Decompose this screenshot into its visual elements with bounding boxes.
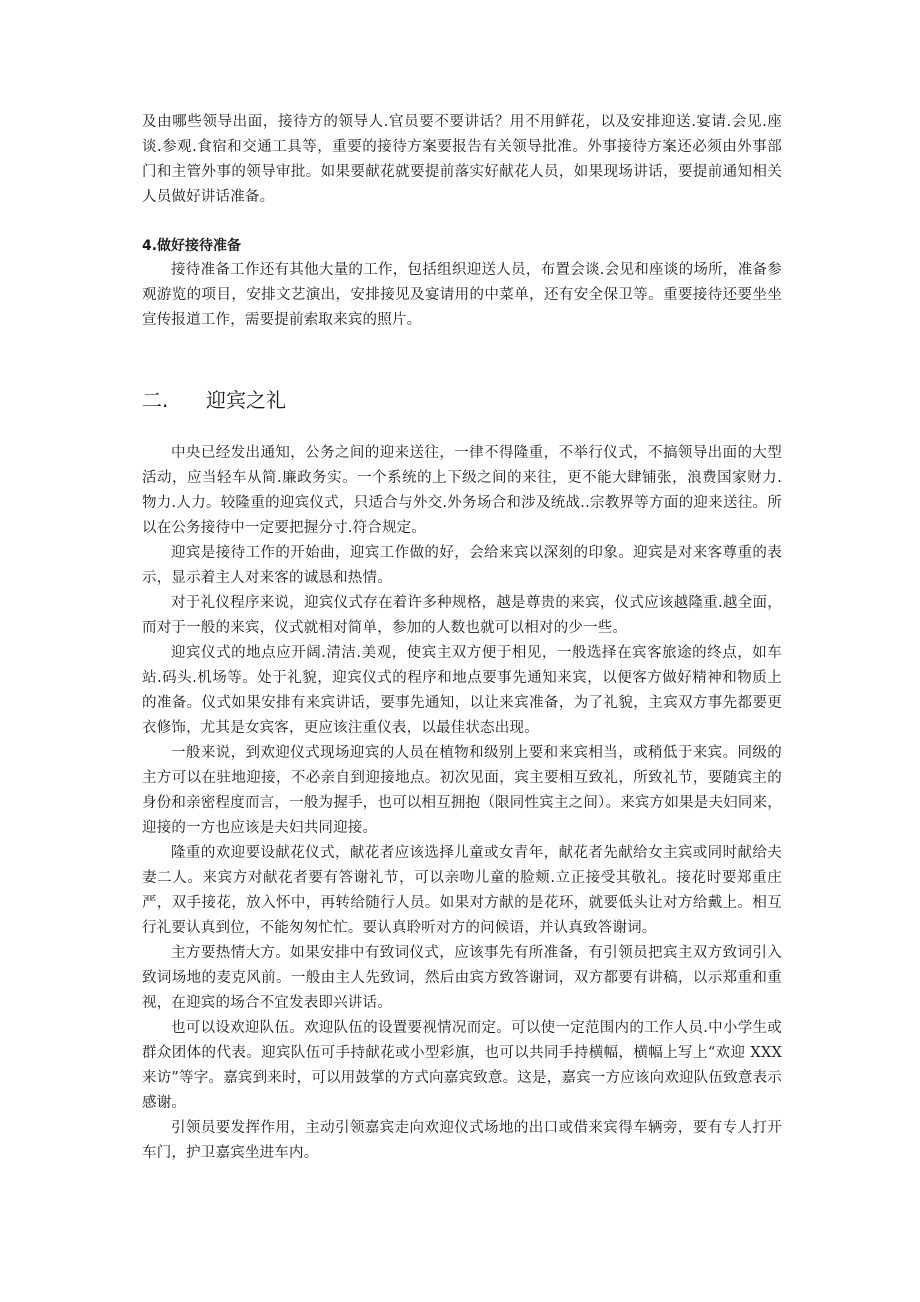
section-heading — [142, 385, 782, 415]
subsection-paragraph: 接待准备工作还有其他大量的工作，包括组织迎送人员，布置会谈.会见和座谈的场所，准备参观游览的项目，安排文艺演出，安排接见及宴请用的中菜单，还有安全保卫等。重要接待还要坐坐宣传报道工作，需要提前索取来宾的照片。 — [142, 262, 782, 328]
body-paragraph-5: 一般来说，到欢迎仪式现场迎宾的人员在植物和级别上要和来宾相当，或稍低于来宾。同级的主方可以在驻地迎接，不必亲自到迎接地点。初次见面，宾主要相互致礼，所致礼节，要随宾主的身份和亲密程度而言，一般为握手，也可以相互拥抱（限同性宾主之间）。来宾方如果是夫妇同来，迎接的一方也应该是夫妇共同迎接。 — [142, 745, 782, 836]
body-paragraph-2: 迎宾是接待工作的开始曲，迎宾工作做的好，会给来宾以深刻的印象。迎宾是对来客尊重的表示，显示着主人对来客的诚恳和热情。 — [142, 545, 782, 586]
body-paragraph-7: 主方要热情大方。如果安排中有致词仪式，应该事先有所准备，有引领员把宾主双方致词引入致词场地的麦克风前。一般由主人先致词，然后由宾方致答谢词，双方都要有讲稿，以示郑重和重视，在迎宾的场合不宜发表即兴讲话。 — [142, 945, 782, 1011]
section-number: 二. — [142, 388, 169, 412]
intro-paragraph: 及由哪些领导出面，接待方的领导人.官员要不要讲话？用不用鲜花，以及安排迎送.宴请.会见.座谈.参观.食宿和交通工具等，重要的接待方案要报告有关领导批准。外事接待方案还必须由外事部门和主管外事的领导审批。如果要献花就要提前落实好献花人员，如果现场讲话，要提前通知相关人员做好讲话准备。 — [142, 114, 782, 205]
document-page — [142, 110, 782, 1166]
body-paragraph-8: 也可以设欢迎队伍。欢迎队伍的设置要视情况而定。可以使一定范围内的工作人员.中小学生或群众团体的代表。迎宾队伍可手持献花或小型彩旗，也可以共同手持横幅，横幅上写上“欢迎 XXX 来访”等字。嘉宾到来时，可以用鼓掌的方式向嘉宾致意。这是，嘉宾一方应该向欢迎队伍致意表示感谢。 — [142, 1020, 782, 1111]
body-paragraph-4: 迎宾仪式的地点应开阔.清洁.美观，使宾主双方便于相见，一般选择在宾客旅途的终点，如车站.码头.机场等。处于礼貌，迎宾仪式的程序和地点要事先通知来宾，以便客方做好精神和物质上的准备。仪式如果安排有来宾讲话，要事先通知，以让来宾准备，为了礼貌，主宾双方事先都要更衣修饰，尤其是女宾客，更应该注重仪表，以最佳状态出现。 — [142, 645, 782, 736]
section-title: 迎宾之礼 — [206, 388, 286, 412]
subsection-heading: 4.做好接待准备 — [142, 238, 242, 254]
body-paragraph-9: 引领员要发挥作用，主动引领嘉宾走向欢迎仪式场地的出口或借来宾得车辆旁，要有专人打开车门，护卫嘉宾坐进车内。 — [142, 1120, 782, 1161]
section-body — [142, 441, 782, 1166]
body-paragraph-3: 对于礼仪程序来说，迎宾仪式存在着许多种规格，越是尊贵的来宾，仪式应该越隆重.越全面，而对于一般的来宾，仪式就相对简单，参加的人数也就可以相对的少一些。 — [142, 595, 782, 636]
body-paragraph-6: 隆重的欢迎要设献花仪式，献花者应该选择儿童或女青年，献花者先献给女主宾或同时献给夫妻二人。来宾方对献花者要有答谢礼节，可以亲吻儿童的脸颊.立正接受其敬礼。接花时要郑重庄严，双手接花，放入怀中，再转给随行人员。如果对方献的是花环，就要低头让对方给戴上。相互行礼要认真到位，不能匆匆忙忙。要认真聆听对方的问候语，并认真致答谢词。 — [142, 845, 782, 936]
body-paragraph-1: 中央已经发出通知，公务之间的迎来送往，一律不得隆重，不举行仪式，不搞领导出面的大型活动，应当轻车从简.廉政务实。一个系统的上下级之间的来往，更不能大肆铺张，浪费国家财力.物力.人力。较隆重的迎宾仪式，只适合与外交.外务场合和涉及统战..宗教界等方面的迎来送往。所以在公务接待中一定要把握分寸.符合规定。 — [142, 445, 782, 536]
